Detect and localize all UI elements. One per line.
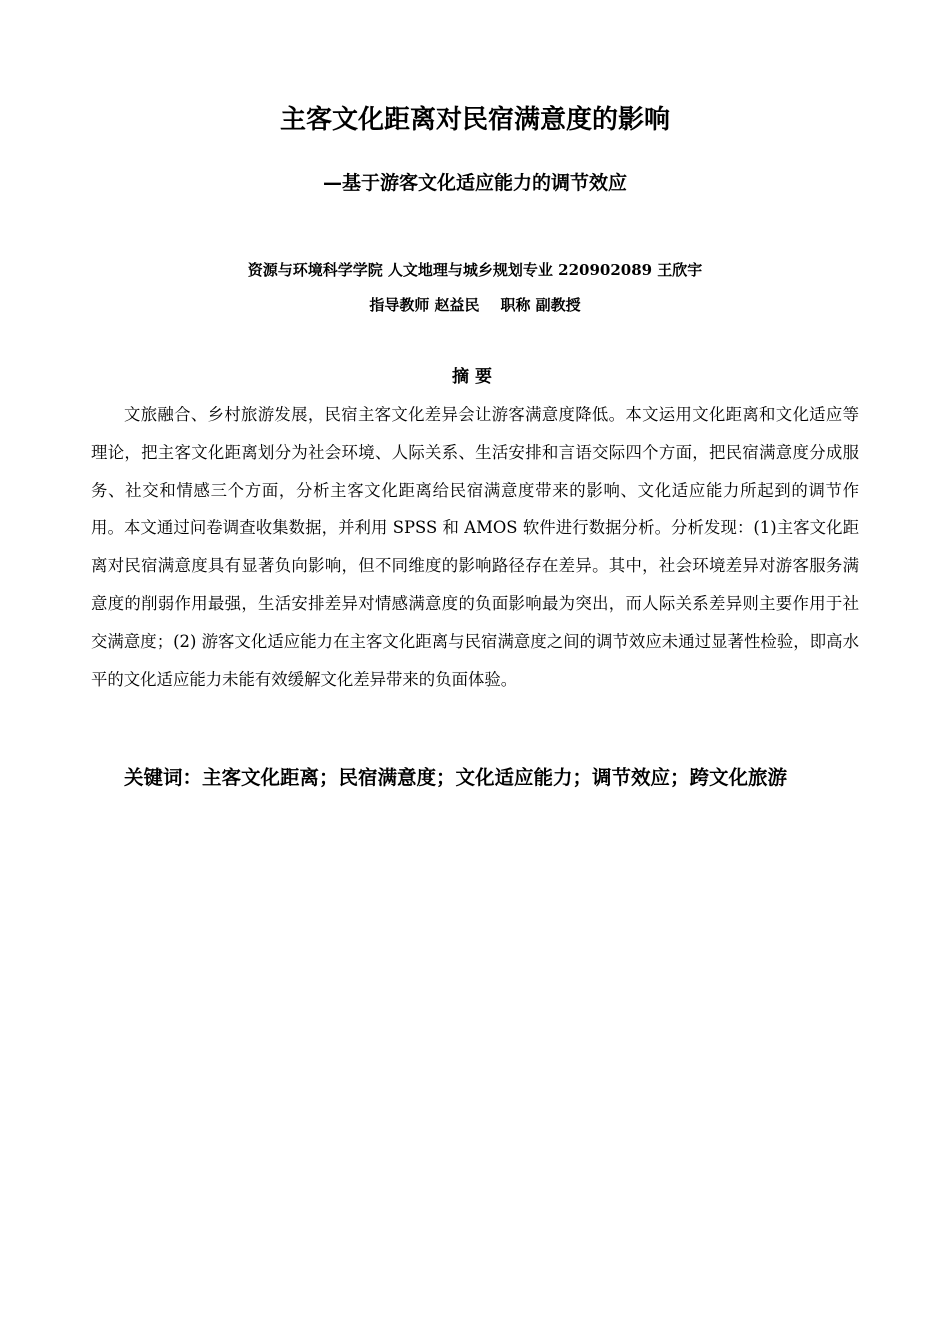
- keywords-line: 关键词：主客文化距离；民宿满意度；文化适应能力；调节效应；跨文化旅游: [124, 766, 788, 789]
- paper-subtitle: —基于游客文化适应能力的调节效应: [322, 172, 627, 194]
- abstract-body: 文旅融合、乡村旅游发展，民宿主客文化差异会让游客满意度降低。本文运用文化距离和文化适应等理论，把主客文化距离划分为社会环境、人际关系、生活安排和言语交际四个方面，把民宿满意度分成服务、社交和情感三个方面，分析主客文化距离给民宿满意度带来的影响、文化适应能力所起到的调节作用。本文通过问卷调查收集数据，并利用 SPSS 和 AMOS 软件进行数据分析。分析发现：(1)主客文化距离对民宿满意度具有显著负向影响，但不同维度的影响路径存在差异。其中，社会环境差异对游客服务满意度的削弱作用最强，生活安排差异对情感满意度的负面影响最为突出，而人际关系差异则主要作用于社交满意度；(2) 游客文化适应能力在主客文化距离与民宿满意度之间的调节效应未通过显著性检验，即高水平的文化适应能力未能有效缓解文化差异带来的负面体验。: [91, 405, 859, 689]
- paper-title: 主客文化距离对民宿满意度的影响: [279, 105, 670, 135]
- abstract-heading: 摘要: [452, 367, 498, 387]
- author-affiliation-line: 资源与环境科学学院 人文地理与城乡规划专业 220902089 王欣宇: [247, 261, 703, 279]
- advisor-line: 指导教师 赵益民 职称 副教授: [369, 296, 581, 314]
